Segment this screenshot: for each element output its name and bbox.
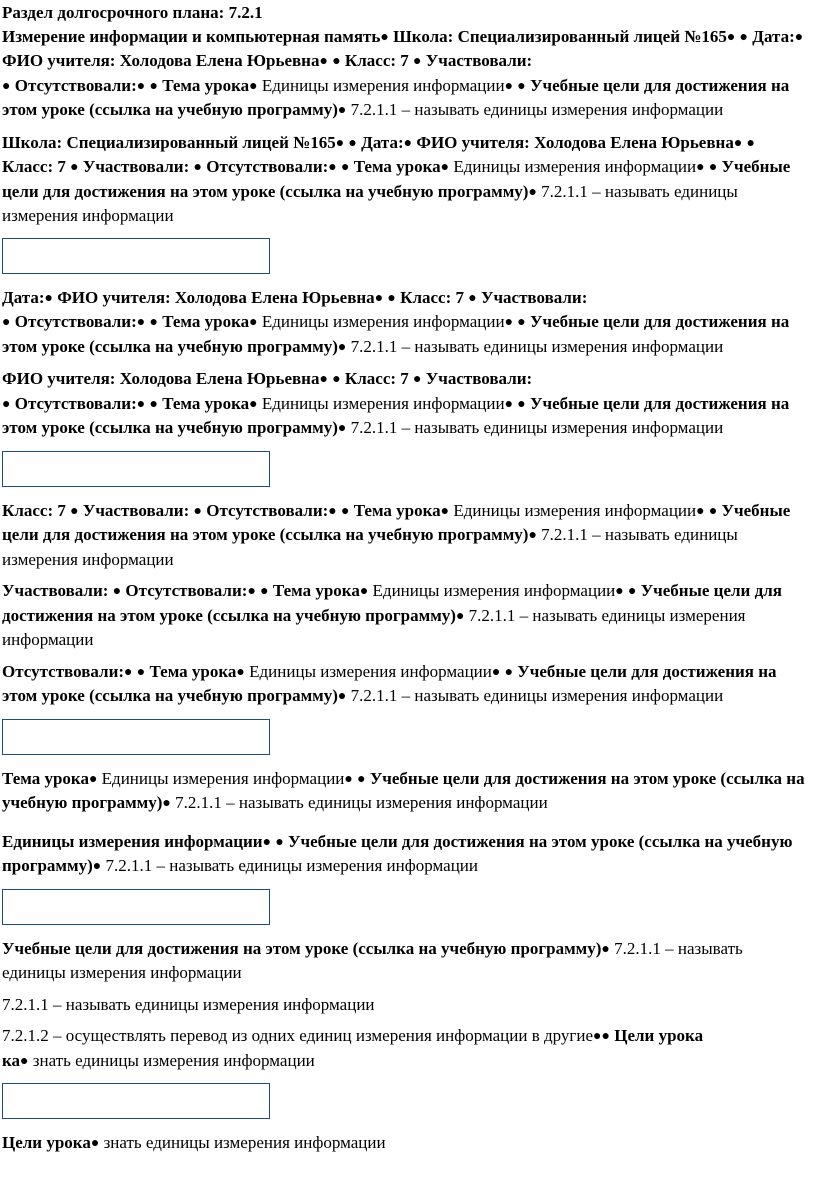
absent-label: Отсутствовали: [125,581,248,600]
bullet-icon: ● [332,372,341,387]
absent-label: Отсутствовали: [206,157,329,176]
empty-frame [2,889,270,925]
bullet-icon: ● [504,315,514,330]
goals-label: Учебные цели для достижения на этом уроке (ссылка на учебную программу) [2,661,777,705]
lesson-topic-label: Тема урока [272,581,360,600]
bullet-icon: ● [2,78,11,94]
goal-1: 7.2.1.1 – называть единицы измерения информации [2,994,375,1014]
bullet-icon: ● [517,315,526,330]
bullet-icon: ● [249,396,258,412]
bullet-icon: ● [504,664,514,680]
paragraph-lesson-topic [2,767,810,816]
lesson-topic-label: Тема урока [149,661,237,681]
goals-label: Учебные цели для достижения на этом уроке (ссылка на учебную программу) [2,75,790,119]
bullet-icon: ● [335,135,345,151]
bullet-icon: ● [249,78,258,94]
bullet-icon: ● [136,664,146,680]
bullet-icon: ● [124,664,133,680]
goals-label: Учебные цели для достижения на этом уроке (ссылка на учебную программу) [2,581,782,625]
paragraph-section [2,1,810,123]
goals-label: Учебные цели для достижения на этом уроке (ссылка на учебную программу) [2,938,602,958]
bullet-icon: ● [708,160,718,175]
paragraph-school [2,131,810,228]
paragraph-goal-1 [2,993,810,1017]
present-label: Участвовали: [2,581,109,600]
goal-1: 7.2.1.1 – называть единицы измерения информации [2,525,738,569]
bullet-icon: ● [337,339,347,355]
class-label: Класс: 7 [344,369,409,388]
bullet-icon: ● [746,135,756,151]
bullet-icon: ● [341,503,350,519]
bullet-icon: ● [504,396,514,412]
lesson-topic-value: Единицы измерения информации [372,581,616,600]
goal-1: 7.2.1.1 – называть единицы измерения информации [350,686,724,705]
bullet-icon: ● [332,54,341,69]
lesson-topic-label: Тема урока [353,500,441,520]
lesson-topic-value: Единицы измерения информации [453,500,697,520]
bullet-icon: ● [193,160,202,175]
bullet-icon: ● [517,396,526,412]
bullet-icon: ● [319,372,328,387]
goal-1: 7.2.1.1 – называть единицы измерения информации [350,100,724,119]
lesson-goals-value: знать единицы измерения информации [103,1133,386,1152]
present-label: Участвовали: [82,157,190,176]
bullet-icon: ● [413,372,422,387]
empty-frame [2,238,270,274]
bullet-icon: ● [359,584,369,599]
goals-label: Учебные цели для достижения на этом уроке (ссылка на учебную программу) [2,393,790,437]
present-label: Участвовали: [425,51,533,70]
lesson-topic-value: Единицы измерения информации [261,75,505,95]
goal-1: 7.2.1.1 – называть единицы измерения информации [2,605,746,649]
bullet-icon: ● [337,421,347,436]
bullet-icon: ● [90,1136,100,1151]
bullet-icon: ● [794,29,804,45]
bullet-icon: ● [726,29,736,45]
present-label: Участвовали: [425,369,533,388]
bullet-icon: ● [601,941,610,957]
lesson-topic-value: Единицы измерения информации [249,661,492,681]
bullet-icon: ● [112,584,122,599]
bullet-icon: ● [708,503,718,519]
lesson-goals-value: знать единицы измерения информации [32,1050,315,1070]
bullet-icon: ● [275,834,284,850]
bullet-icon: ● [357,771,366,787]
bullet-icon: ● [455,608,465,624]
goals-label: Учебные цели для достижения на этом уроке (ссылка на учебную программу) [2,157,791,201]
absent-label: Отсутствовали: [14,393,137,413]
absent-label: Отсутствовали: [14,75,137,95]
bullet-icon: ● [249,315,258,330]
bullet-icon: ● [236,664,245,680]
bullet-icon: ● [70,503,79,519]
bullet-icon: ● [627,584,637,599]
bullet-icon: ● [348,135,357,151]
bullet-icon: ● [149,315,158,330]
lesson-topic-value: Единицы измерения информации [101,768,345,788]
teacher-label: ФИО учителя: Холодова Елена Юрьевна [416,132,734,152]
bullet-icon: ● [260,584,269,599]
teacher-label: ФИО учителя: Холодова Елена Юрьевна [57,287,375,307]
bullet-icon: ● [136,396,146,412]
lesson-topic-value: Единицы измерения информации [261,393,505,413]
goal-1: 7.2.1.1 – называть единицы измерения информации [105,856,478,875]
present-label: Участвовали: [82,500,190,520]
bullet-icon: ● [70,160,79,175]
bullet-icon: ● [247,584,256,599]
goal-1: 7.2.1.1 – называть единицы измерения информации [350,418,724,437]
bullet-icon: ● [44,290,53,306]
bullet-icon: ● [696,503,705,519]
goals-label: Учебные цели для достижения на этом уроке (ссылка на учебную программу) [2,500,791,544]
bullet-icon: ● [593,1029,602,1044]
bullet-icon: ● [733,135,743,151]
bullet-icon: ● [136,78,146,94]
bullet-icon: ● [20,1053,29,1069]
bullet-icon: ● [337,103,347,118]
bullet-icon: ● [328,160,337,175]
paragraph-date [2,286,810,360]
bullet-icon: ● [739,29,749,45]
bullet-icon: ● [319,54,328,69]
goals-label: Учебные цели для достижения на этом уроке (ссылка на учебную программу) [2,831,793,875]
bullet-icon: ● [403,135,413,151]
lesson-topic-label: Тема урока [162,312,250,331]
absent-label: Отсутствовали: [14,312,137,331]
paragraph-present [2,579,810,652]
section-title: Раздел долгосрочного плана: 7.2.1 [2,3,263,22]
bullet-icon: ● [440,160,450,175]
empty-frame [2,719,270,755]
bullet-icon: ● [615,584,624,599]
paragraph-absent [2,660,810,709]
goals-label: Учебные цели для достижения на этом уроке (ссылка на учебную программу) [2,312,790,356]
bullet-icon: ● [374,290,384,306]
date-label: Дата: [752,26,795,46]
bullet-icon: ● [136,315,146,330]
bullet-icon: ● [344,771,353,787]
bullet-icon: ● [440,503,450,519]
class-label: Класс: 7 [400,287,464,307]
bullet-icon: ● [2,396,11,412]
empty-frame [2,1083,270,1119]
bullet-icon: ● [387,290,396,306]
lesson-topic-label: Тема урока [162,393,250,413]
lesson-topic-value: Единицы измерения информации [261,312,505,331]
goal-1: 7.2.1.1 – называть единицы измерения информации [2,181,738,225]
date-label: Дата: [361,132,404,152]
bullet-icon: ● [413,54,422,69]
lesson-topic-value: Единицы измерения информации [2,831,263,851]
class-label: Класс: 7 [2,500,66,520]
bullet-icon: ● [328,503,337,519]
bullet-icon: ● [92,859,102,874]
bullet-icon: ● [149,396,158,412]
bullet-icon: ● [88,771,98,787]
goal-1: 7.2.1.1 – называть единицы измерения информации [2,938,743,982]
bullet-icon: ● [517,78,526,94]
bullet-icon: ● [504,78,514,94]
goals-label: Учебные цели для достижения на этом уроке (ссылка на учебную программу) [2,768,805,812]
lesson-goals-label: Цели урока [2,1133,91,1152]
paragraph-lesson-goals [2,1131,810,1156]
class-label: Класс: 7 [344,51,409,70]
lesson-goals-label: Цели урока [614,1026,704,1045]
bullet-icon: ● [696,160,705,175]
bullet-icon: ● [162,796,171,811]
goal-1: 7.2.1.1 – называть единицы измерения информации [175,793,548,812]
bullet-icon: ● [193,503,202,519]
absent-label: Отсутствовали: [206,500,329,520]
lesson-topic-label: Тема урока [2,768,89,788]
bullet-icon: ● [2,315,11,330]
paragraph-teacher [2,367,810,441]
paragraph-goal-2 [2,1024,810,1073]
teacher-label: ФИО учителя: Холодова Елена Юрьевна [2,51,320,70]
goal-1: 7.2.1.1 – называть единицы измерения информации [350,336,724,356]
absent-label: Отсутствовали: [2,661,125,681]
class-label: Класс: 7 [2,157,66,176]
date-label: Дата: [2,287,45,307]
topic-full: Измерение информации и компьютерная память [2,26,381,46]
bullet-icon: ● [337,689,347,704]
bullet-icon: ● [528,528,537,543]
school-label: Школа: Специализированный лицей №165 [393,26,727,46]
school-label: Школа: Специализированный лицей №165 [2,132,336,152]
teacher-label: ФИО учителя: Холодова Елена Юрьевна [2,369,320,388]
bullet-icon: ● [491,664,501,680]
lesson-topic-value: Единицы измерения информации [453,157,697,176]
bullet-icon: ● [380,29,389,45]
lesson-goals-label-cut: ка [2,1050,21,1070]
paragraph-units [2,830,810,879]
bullet-icon: ● [528,184,537,200]
empty-frame [2,451,270,487]
bullet-icon: ● [468,290,477,306]
present-label: Участвовали: [480,287,588,307]
bullet-icon: ● [341,160,350,175]
goal-2: 7.2.1.2 – осуществлять перевод из одних единиц измерения информации в другие [2,1026,594,1045]
bullet-icon: ● [601,1029,610,1044]
lesson-topic-label: Тема урока [162,75,250,95]
paragraph-class [2,499,810,572]
bullet-icon: ● [149,78,158,94]
lesson-topic-label: Тема урока [353,157,441,176]
paragraph-goals [2,937,810,985]
bullet-icon: ● [262,834,272,850]
